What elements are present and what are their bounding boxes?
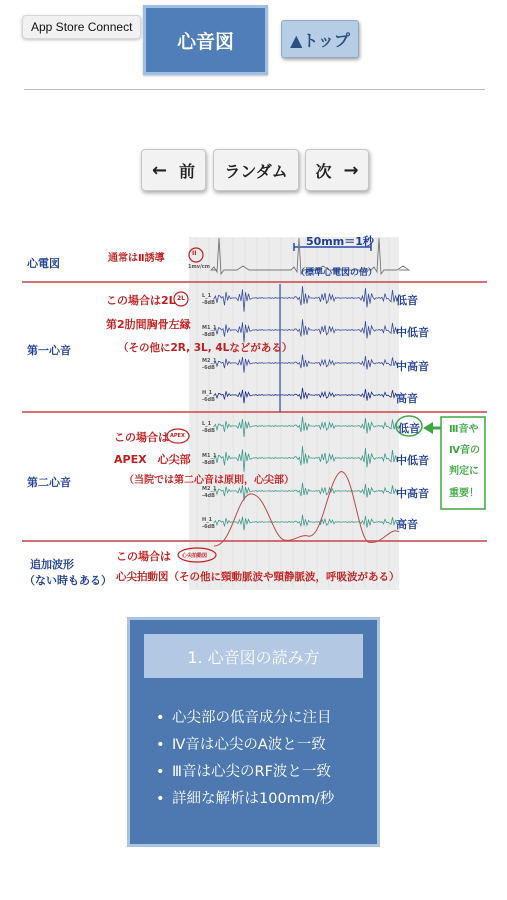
second-case-label: この場合は [114, 431, 169, 444]
second-note-label: （当院では第二心音は原則，心尖部） [124, 475, 294, 486]
list-item [156, 786, 334, 813]
list-item-text: 詳細な解析は100mm/秒 [172, 791, 335, 807]
callout-line: Ⅳ音の [449, 445, 480, 456]
list-item [156, 759, 334, 786]
callout-line: 重要！ [449, 488, 479, 499]
bullet-icon: • [156, 764, 165, 780]
prev-button[interactable] [141, 149, 206, 191]
reading-guide-card [127, 617, 380, 847]
scale-sub-label: （標準心電図の倍） [296, 268, 378, 278]
trace-db: -6dB [202, 524, 215, 530]
ecg-lead-note: 通常はⅡ誘導 [108, 253, 165, 264]
row-label-extra-note: （ない時もある） [24, 574, 112, 587]
list-item [156, 705, 334, 732]
trace-code: M1_1 [202, 453, 217, 459]
first-position-label: 第2肋間胸骨左縁 [106, 318, 191, 331]
trace-db: -6dB [202, 365, 215, 371]
row-label-first-sound: 第一心音 [27, 344, 71, 357]
callout-line: 判定に [449, 466, 479, 477]
trace-code: M2_1 [202, 486, 217, 492]
second-circle-label: APEX [170, 433, 185, 439]
list-item-text: 心尖部の低音成分に注目 [172, 710, 332, 726]
arrow-left-icon: ← [151, 159, 168, 181]
trace-code: L_1 [202, 421, 212, 427]
extra-case-label: この場合は [116, 550, 171, 563]
figure-graphics [22, 236, 487, 592]
trace-db: -8dB [202, 460, 215, 466]
list-item-text: Ⅳ音は心尖のA波と一致 [172, 737, 326, 753]
trace-db: -8dB [202, 428, 215, 434]
trace-code: M1_1 [202, 325, 217, 331]
freq-label: 中低音 [396, 326, 429, 339]
list-item-text: Ⅲ音は心尖のRF波と一致 [172, 764, 331, 780]
first-other-label: （その他に2R, 3L, 4Lなどがある） [118, 342, 293, 354]
row-label-extra-waveform: 追加波形 [30, 558, 74, 571]
trace-db: -4dB [202, 493, 215, 499]
bullet-icon: • [156, 710, 165, 726]
scale-label: 50mm＝1秒 [306, 235, 374, 248]
phonocardiogram-figure [22, 236, 487, 592]
trace-db: -8dB [202, 300, 215, 306]
ecg-lead-circle-label: II [192, 250, 197, 257]
trace-code: L_1 [202, 293, 212, 299]
callout-line: Ⅲ音や [449, 424, 479, 435]
freq-label: 低音 [396, 294, 418, 307]
divider [24, 89, 485, 90]
freq-label: 中高音 [396, 360, 429, 373]
trace-db: -8dB [202, 332, 215, 338]
page-title: 心音図 [176, 30, 234, 53]
prev-label: 前 [179, 161, 196, 181]
app-store-connect-tooltip: App Store Connect [22, 15, 141, 39]
list-item [156, 732, 334, 759]
trace-code: H_1 [202, 390, 213, 396]
row-label-ecg: 心電図 [27, 257, 60, 270]
first-circle-label: 2L [177, 295, 185, 302]
apex-label: APEX 心尖部 [114, 453, 191, 466]
ecg-scale: 1mv/cm [188, 264, 210, 270]
random-button[interactable]: ランダム [213, 149, 299, 191]
card-list [156, 705, 334, 813]
card-title: 1. 心音図の読み方 [144, 634, 363, 678]
extra-note-label: 心尖拍動図（その他に頸動脈波や頸静脈波，呼吸波がある） [116, 571, 400, 583]
trace-code: M2_1 [202, 358, 217, 364]
freq-label: 高音 [396, 392, 418, 405]
page-title-button[interactable] [143, 5, 268, 75]
freq-label: 中低音 [396, 454, 429, 467]
row-label-second-sound: 第二心音 [27, 476, 71, 489]
extra-circle-label: 心尖拍動図 [182, 553, 208, 559]
first-case-label: この場合は2L [106, 294, 176, 307]
next-label: 次 [315, 161, 332, 181]
freq-label: 低音 [398, 422, 420, 435]
bullet-icon: • [156, 737, 165, 753]
freq-label: 高音 [396, 518, 418, 531]
top-button[interactable]: ▲トップ [281, 20, 359, 58]
freq-label: 中高音 [396, 487, 429, 500]
arrow-right-icon: → [343, 159, 359, 181]
trace-code: H_1 [202, 517, 213, 523]
next-button[interactable] [305, 149, 369, 191]
bullet-icon: • [156, 791, 165, 807]
trace-db: -6dB [202, 397, 215, 403]
